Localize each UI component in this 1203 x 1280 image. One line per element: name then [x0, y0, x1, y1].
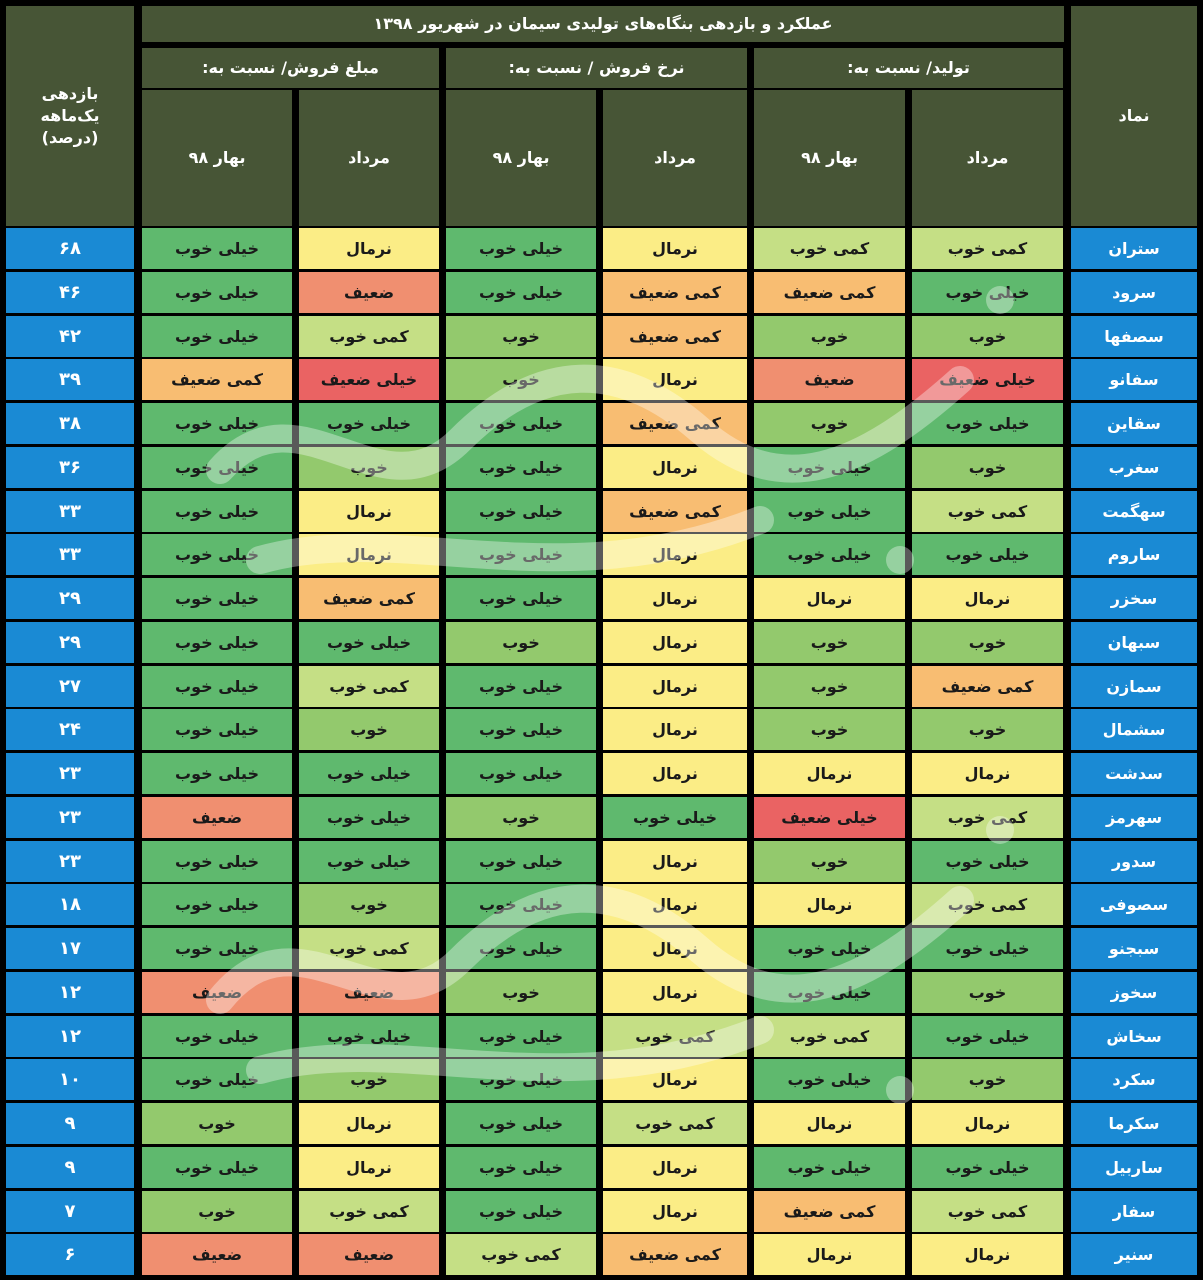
- sub-header-mordad: مرداد: [603, 90, 747, 226]
- rating-cell: نرمال: [603, 709, 747, 750]
- rating-cell: نرمال: [603, 1147, 747, 1188]
- rating-cell: خیلی خوب: [446, 709, 596, 750]
- symbol-cell: سفانو: [1071, 359, 1197, 400]
- rating-cell: خیلی خوب: [912, 403, 1063, 444]
- rating-cell: خیلی خوب: [446, 753, 596, 794]
- sub-header-mordad: مرداد: [299, 90, 439, 226]
- rating-cell: خوب: [754, 709, 905, 750]
- rating-cell: خوب: [754, 622, 905, 663]
- symbol-cell: سصفها: [1071, 316, 1197, 357]
- rating-cell: نرمال: [912, 753, 1063, 794]
- rating-cell: خیلی خوب: [446, 1059, 596, 1100]
- rating-cell: کمی خوب: [912, 491, 1063, 532]
- rating-cell: خیلی خوب: [142, 884, 292, 925]
- return-cell: ۲۳: [6, 797, 134, 838]
- rating-cell: خوب: [912, 972, 1063, 1013]
- return-header-line-1: بازدهی: [41, 84, 99, 103]
- rating-cell: نرمال: [603, 666, 747, 707]
- return-cell: ۲۴: [6, 709, 134, 750]
- rating-cell: خیلی خوب: [142, 228, 292, 269]
- rating-cell: خوب: [912, 1059, 1063, 1100]
- rating-cell: نرمال: [299, 491, 439, 532]
- group-header-sale-amount: مبلغ فروش/ نسبت به:: [142, 48, 439, 88]
- rating-cell: خیلی خوب: [446, 928, 596, 969]
- rating-cell: خیلی ضعیف: [299, 359, 439, 400]
- return-cell: ۳۶: [6, 447, 134, 488]
- symbol-cell: سبهان: [1071, 622, 1197, 663]
- symbol-cell: سکرما: [1071, 1103, 1197, 1144]
- rating-cell: ضعیف: [299, 1234, 439, 1275]
- rating-cell: خیلی خوب: [912, 534, 1063, 575]
- rating-cell: خیلی خوب: [446, 578, 596, 619]
- symbol-cell: سخاش: [1071, 1016, 1197, 1057]
- rating-cell: نرمال: [603, 972, 747, 1013]
- rating-cell: کمی ضعیف: [754, 1191, 905, 1232]
- rating-cell: کمی خوب: [912, 797, 1063, 838]
- rating-cell: خیلی خوب: [142, 491, 292, 532]
- rating-cell: خیلی خوب: [754, 928, 905, 969]
- rating-cell: خیلی خوب: [142, 1059, 292, 1100]
- rating-cell: خیلی خوب: [142, 534, 292, 575]
- rating-cell: خوب: [446, 797, 596, 838]
- rating-cell: خیلی خوب: [446, 491, 596, 532]
- rating-cell: خیلی خوب: [912, 1147, 1063, 1188]
- return-cell: ۶۸: [6, 228, 134, 269]
- rating-cell: نرمال: [603, 447, 747, 488]
- rating-cell: نرمال: [603, 534, 747, 575]
- sub-header-bahar98: بهار ۹۸: [142, 90, 292, 226]
- rating-cell: خوب: [754, 403, 905, 444]
- rating-cell: خوب: [912, 709, 1063, 750]
- symbol-cell: سهرمز: [1071, 797, 1197, 838]
- rating-cell: خوب: [754, 316, 905, 357]
- return-cell: ۹: [6, 1147, 134, 1188]
- rating-cell: کمی ضعیف: [603, 316, 747, 357]
- rating-cell: خیلی خوب: [142, 316, 292, 357]
- symbol-cell: سغرب: [1071, 447, 1197, 488]
- rating-cell: نرمال: [603, 622, 747, 663]
- return-header-line-2: یک‌ماهه: [40, 106, 100, 125]
- rating-cell: نرمال: [603, 359, 747, 400]
- rating-cell: خیلی خوب: [446, 841, 596, 882]
- return-cell: ۴۲: [6, 316, 134, 357]
- rating-cell: کمی خوب: [299, 928, 439, 969]
- rating-cell: نرمال: [603, 1059, 747, 1100]
- rating-cell: کمی خوب: [299, 316, 439, 357]
- symbol-cell: سخزر: [1071, 578, 1197, 619]
- rating-cell: خوب: [912, 622, 1063, 663]
- rating-cell: نرمال: [299, 1147, 439, 1188]
- symbol-cell: ساروم: [1071, 534, 1197, 575]
- rating-cell: خیلی ضعیف: [754, 797, 905, 838]
- rating-cell: نرمال: [603, 1191, 747, 1232]
- rating-cell: خیلی خوب: [754, 1059, 905, 1100]
- symbol-cell: سهگمت: [1071, 491, 1197, 532]
- rating-cell: ضعیف: [142, 972, 292, 1013]
- rating-cell: خیلی خوب: [912, 272, 1063, 313]
- rating-cell: خوب: [446, 359, 596, 400]
- rating-cell: کمی خوب: [603, 1103, 747, 1144]
- rating-cell: نرمال: [754, 753, 905, 794]
- rating-cell: کمی خوب: [299, 666, 439, 707]
- rating-cell: خیلی خوب: [446, 1103, 596, 1144]
- rating-cell: خوب: [299, 447, 439, 488]
- rating-cell: خوب: [142, 1103, 292, 1144]
- rating-cell: خوب: [446, 622, 596, 663]
- rating-cell: خیلی خوب: [603, 797, 747, 838]
- rating-cell: خیلی ضعیف: [912, 359, 1063, 400]
- rating-cell: نرمال: [603, 884, 747, 925]
- rating-cell: کمی خوب: [754, 1016, 905, 1057]
- rating-cell: کمی ضعیف: [603, 491, 747, 532]
- rating-cell: خیلی خوب: [446, 228, 596, 269]
- rating-cell: خوب: [299, 1059, 439, 1100]
- rating-cell: خیلی خوب: [142, 622, 292, 663]
- rating-cell: خیلی خوب: [299, 403, 439, 444]
- rating-cell: خوب: [299, 884, 439, 925]
- symbol-cell: سدور: [1071, 841, 1197, 882]
- return-cell: ۳۳: [6, 534, 134, 575]
- rating-cell: خوب: [754, 666, 905, 707]
- rating-cell: خیلی خوب: [142, 447, 292, 488]
- rating-cell: خیلی خوب: [142, 1016, 292, 1057]
- rating-cell: نرمال: [912, 1234, 1063, 1275]
- return-cell: ۲۹: [6, 578, 134, 619]
- rating-cell: خیلی خوب: [299, 797, 439, 838]
- rating-cell: خیلی خوب: [299, 841, 439, 882]
- rating-cell: خوب: [754, 841, 905, 882]
- rating-cell: خیلی خوب: [754, 534, 905, 575]
- symbol-cell: سنیر: [1071, 1234, 1197, 1275]
- rating-cell: خوب: [912, 447, 1063, 488]
- symbol-cell: سشمال: [1071, 709, 1197, 750]
- symbol-cell: سمازن: [1071, 666, 1197, 707]
- rating-cell: خیلی خوب: [142, 928, 292, 969]
- rating-cell: خیلی خوب: [912, 841, 1063, 882]
- return-cell: ۲۹: [6, 622, 134, 663]
- return-cell: ۱۷: [6, 928, 134, 969]
- rating-cell: خیلی خوب: [754, 972, 905, 1013]
- rating-cell: خیلی خوب: [754, 491, 905, 532]
- rating-cell: خیلی خوب: [446, 1191, 596, 1232]
- rating-cell: کمی ضعیف: [603, 1234, 747, 1275]
- rating-cell: ضعیف: [142, 797, 292, 838]
- rating-cell: کمی خوب: [912, 1191, 1063, 1232]
- rating-cell: خیلی خوب: [754, 1147, 905, 1188]
- symbol-cell: سفار: [1071, 1191, 1197, 1232]
- rating-cell: خیلی خوب: [299, 622, 439, 663]
- return-cell: ۱۲: [6, 972, 134, 1013]
- rating-cell: خوب: [446, 972, 596, 1013]
- rating-cell: کمی ضعیف: [603, 403, 747, 444]
- symbol-cell: سقاین: [1071, 403, 1197, 444]
- rating-cell: کمی خوب: [912, 228, 1063, 269]
- rating-cell: نرمال: [754, 1234, 905, 1275]
- group-header-sale-rate: نرخ فروش / نسبت به:: [446, 48, 747, 88]
- rating-cell: کمی ضعیف: [142, 359, 292, 400]
- return-cell: ۱۸: [6, 884, 134, 925]
- rating-cell: نرمال: [754, 1103, 905, 1144]
- rating-cell: نرمال: [912, 1103, 1063, 1144]
- rating-cell: خیلی خوب: [142, 666, 292, 707]
- rating-cell: نرمال: [603, 841, 747, 882]
- rating-cell: ضعیف: [299, 972, 439, 1013]
- rating-cell: نرمال: [912, 578, 1063, 619]
- rating-cell: خیلی خوب: [142, 578, 292, 619]
- sub-header-bahar98: بهار ۹۸: [754, 90, 905, 226]
- rating-cell: خیلی خوب: [142, 1147, 292, 1188]
- rating-cell: ضعیف: [754, 359, 905, 400]
- rating-cell: کمی ضعیف: [603, 272, 747, 313]
- rating-cell: نرمال: [603, 228, 747, 269]
- return-cell: ۱۲: [6, 1016, 134, 1057]
- rating-cell: ضعیف: [299, 272, 439, 313]
- symbol-cell: ستران: [1071, 228, 1197, 269]
- rating-cell: کمی خوب: [446, 1234, 596, 1275]
- rating-cell: نرمال: [754, 578, 905, 619]
- symbol-header: نماد: [1071, 6, 1197, 226]
- rating-cell: نرمال: [603, 578, 747, 619]
- rating-cell: کمی خوب: [299, 1191, 439, 1232]
- return-cell: ۴۶: [6, 272, 134, 313]
- return-header-line-3: (درصد): [41, 128, 99, 147]
- rating-cell: خیلی خوب: [446, 666, 596, 707]
- symbol-cell: سدشت: [1071, 753, 1197, 794]
- rating-cell: خیلی خوب: [446, 1016, 596, 1057]
- rating-cell: نرمال: [299, 1103, 439, 1144]
- return-cell: ۶: [6, 1234, 134, 1275]
- table-title: عملکرد و بازدهی بنگاه‌های تولیدی سیمان در شهریور ۱۳۹۸: [142, 6, 1064, 42]
- rating-cell: نرمال: [299, 228, 439, 269]
- return-header: [6, 6, 134, 226]
- rating-cell: خوب: [446, 316, 596, 357]
- rating-cell: کمی ضعیف: [299, 578, 439, 619]
- return-cell: ۱۰: [6, 1059, 134, 1100]
- rating-cell: خیلی خوب: [912, 1016, 1063, 1057]
- symbol-cell: سصوفی: [1071, 884, 1197, 925]
- rating-cell: خوب: [912, 316, 1063, 357]
- rating-cell: نرمال: [754, 884, 905, 925]
- rating-cell: خیلی خوب: [446, 534, 596, 575]
- rating-cell: نرمال: [603, 928, 747, 969]
- return-cell: ۷: [6, 1191, 134, 1232]
- return-cell: ۲۳: [6, 753, 134, 794]
- rating-cell: خیلی خوب: [299, 753, 439, 794]
- rating-cell: خیلی خوب: [142, 403, 292, 444]
- rating-cell: ضعیف: [142, 1234, 292, 1275]
- rating-cell: نرمال: [603, 753, 747, 794]
- rating-cell: خیلی خوب: [142, 272, 292, 313]
- rating-cell: خیلی خوب: [446, 403, 596, 444]
- rating-cell: خیلی خوب: [446, 447, 596, 488]
- sub-header-bahar98: بهار ۹۸: [446, 90, 596, 226]
- rating-cell: خیلی خوب: [299, 1016, 439, 1057]
- symbol-cell: سبجنو: [1071, 928, 1197, 969]
- return-cell: ۳۸: [6, 403, 134, 444]
- rating-cell: کمی خوب: [912, 884, 1063, 925]
- rating-cell: خیلی خوب: [912, 928, 1063, 969]
- rating-cell: خیلی خوب: [754, 447, 905, 488]
- rating-cell: خیلی خوب: [446, 272, 596, 313]
- rating-cell: کمی خوب: [603, 1016, 747, 1057]
- return-cell: ۲۳: [6, 841, 134, 882]
- rating-cell: نرمال: [299, 534, 439, 575]
- symbol-cell: سخوز: [1071, 972, 1197, 1013]
- rating-cell: کمی خوب: [754, 228, 905, 269]
- sub-header-mordad: مرداد: [912, 90, 1063, 226]
- rating-cell: کمی ضعیف: [754, 272, 905, 313]
- rating-cell: خیلی خوب: [142, 753, 292, 794]
- return-cell: ۲۷: [6, 666, 134, 707]
- return-cell: ۳۳: [6, 491, 134, 532]
- rating-cell: خوب: [142, 1191, 292, 1232]
- rating-cell: خیلی خوب: [142, 841, 292, 882]
- symbol-cell: ساربیل: [1071, 1147, 1197, 1188]
- rating-cell: خیلی خوب: [446, 1147, 596, 1188]
- rating-cell: کمی ضعیف: [912, 666, 1063, 707]
- group-header-production: تولید/ نسبت به:: [754, 48, 1063, 88]
- symbol-cell: سکرد: [1071, 1059, 1197, 1100]
- rating-cell: خوب: [299, 709, 439, 750]
- symbol-cell: سرود: [1071, 272, 1197, 313]
- rating-cell: خیلی خوب: [446, 884, 596, 925]
- rating-cell: خیلی خوب: [142, 709, 292, 750]
- return-cell: ۳۹: [6, 359, 134, 400]
- return-cell: ۹: [6, 1103, 134, 1144]
